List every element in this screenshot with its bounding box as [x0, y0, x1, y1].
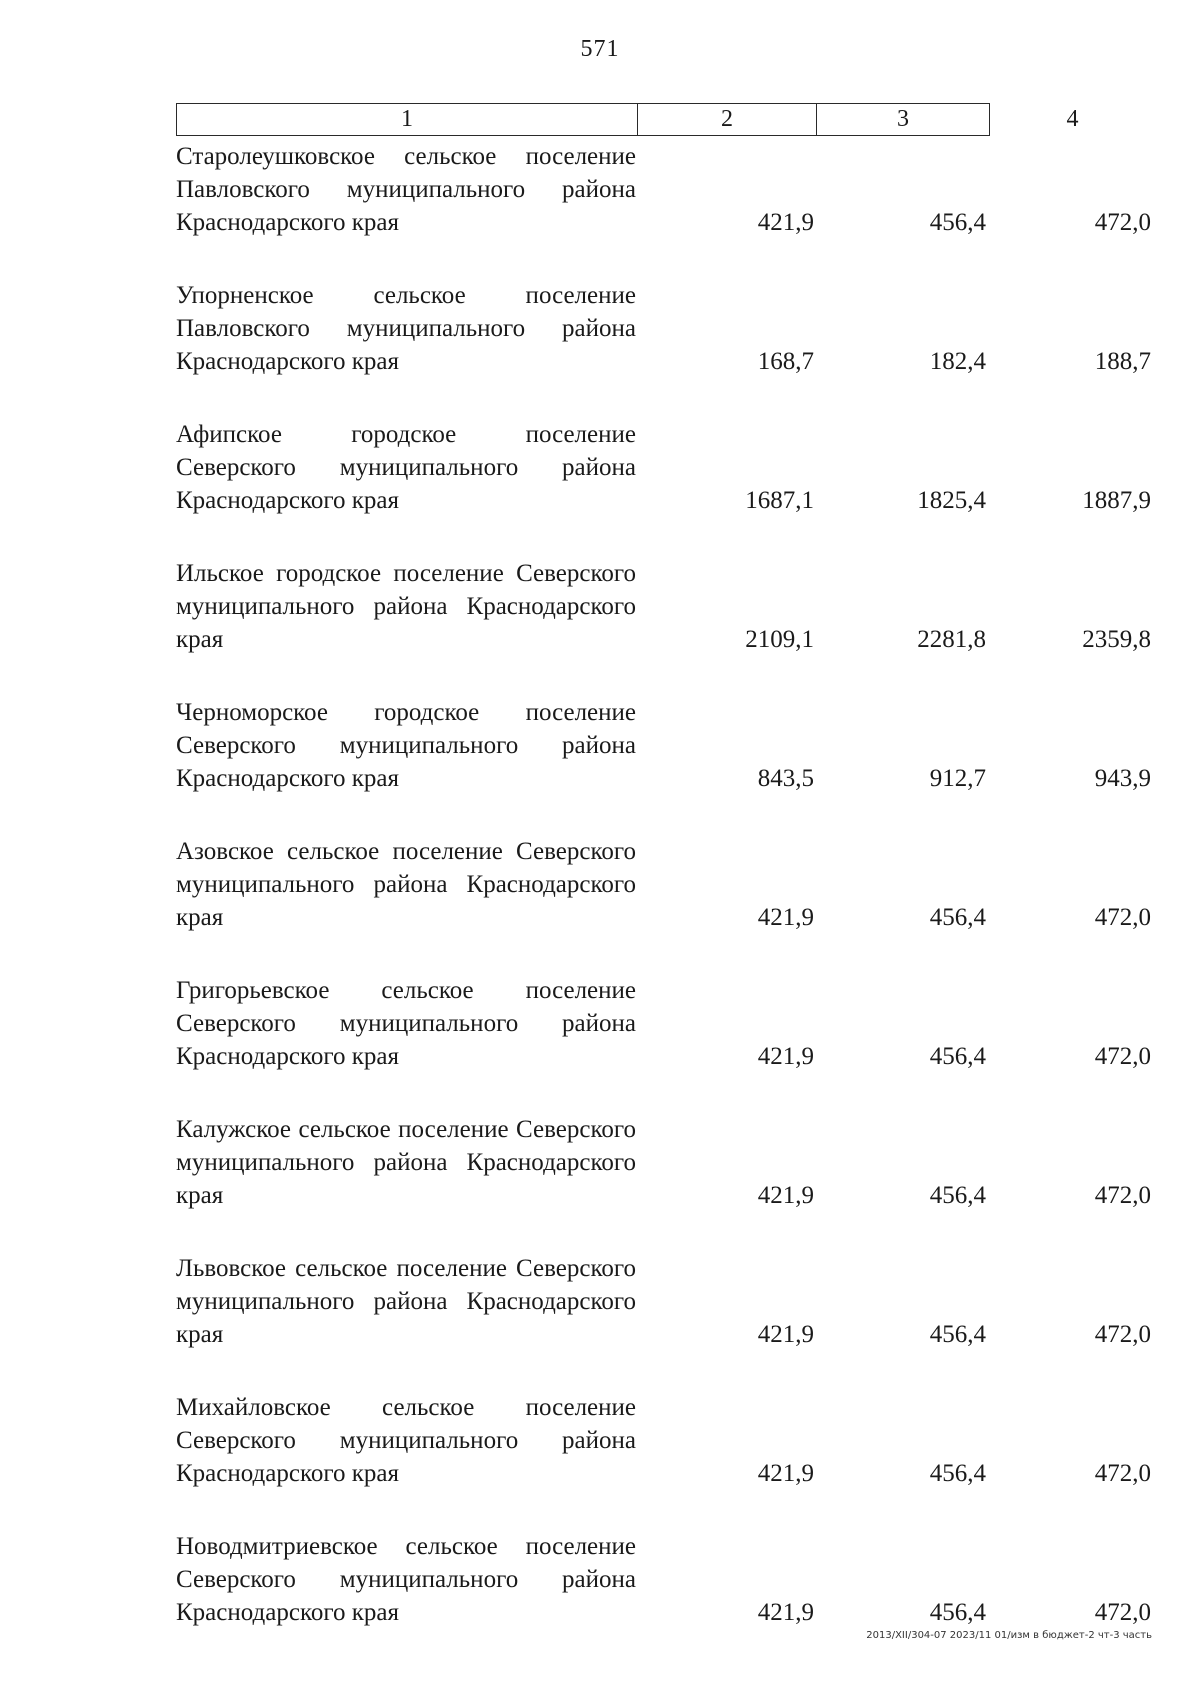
table-row: [176, 1113, 1151, 1212]
settlement-name: Афипское городское поселение Северского муниципального района Краснодарского края: [176, 421, 636, 514]
value-col-4: 472,0: [1094, 209, 1151, 236]
value-col-2: 1687,1: [745, 487, 814, 514]
settlement-name: Старолеушковское сельское поселение Павловского муниципального района Краснодарского края: [176, 143, 636, 236]
table-row: [176, 279, 1151, 378]
value-col-3: 456,4: [929, 209, 986, 236]
settlement-name: Черноморское городское поселение Северского муниципального района Краснодарского края: [176, 699, 636, 792]
value-col-2: 421,9: [757, 1460, 814, 1487]
budget-table-body: [176, 140, 1151, 1669]
table-row: [176, 557, 1151, 656]
table-row: [176, 1391, 1151, 1490]
table-row: [176, 696, 1151, 795]
header-col-1: 1: [177, 104, 638, 136]
settlement-name: Михайловское сельское поселение Северского муниципального района Краснодарского края: [176, 1394, 636, 1487]
value-col-3: 456,4: [929, 1043, 986, 1070]
settlement-name: Азовское сельское поселение Северского муниципального района Краснодарского края: [176, 838, 636, 931]
value-col-4: 472,0: [1094, 1599, 1151, 1626]
value-col-2: 421,9: [757, 1321, 814, 1348]
value-col-2: 421,9: [757, 1182, 814, 1209]
value-col-4: 472,0: [1094, 904, 1151, 931]
settlement-name: Григорьевское сельское поселение Северского муниципального района Краснодарского края: [176, 977, 636, 1070]
value-col-2: 421,9: [757, 904, 814, 931]
value-col-3: 182,4: [929, 348, 986, 375]
header-col-4: 4: [990, 104, 1156, 136]
footer-file-path: 2013/XII/304-07 2023/11 01/изм в бюджет-2 чт-3 часть: [866, 1630, 1152, 1641]
value-col-4: 943,9: [1094, 765, 1151, 792]
value-col-3: 456,4: [929, 904, 986, 931]
value-col-3: 2281,8: [917, 626, 986, 653]
value-col-2: 421,9: [757, 209, 814, 236]
value-col-2: 168,7: [757, 348, 814, 375]
value-col-2: 421,9: [757, 1043, 814, 1070]
table-row: [176, 140, 1151, 239]
table-row: [176, 418, 1151, 517]
value-col-4: 472,0: [1094, 1182, 1151, 1209]
table-row: [176, 1530, 1151, 1629]
table-row: [176, 835, 1151, 934]
value-col-3: 456,4: [929, 1182, 986, 1209]
value-col-4: 1887,9: [1082, 487, 1151, 514]
page-number: 571: [580, 36, 620, 62]
settlement-name: Львовское сельское поселение Северского муниципального района Краснодарского края: [176, 1255, 636, 1348]
header-col-2: 2: [638, 104, 817, 136]
table-row: [176, 1252, 1151, 1351]
value-col-4: 472,0: [1094, 1321, 1151, 1348]
value-col-2: 421,9: [757, 1599, 814, 1626]
value-col-2: 2109,1: [745, 626, 814, 653]
value-col-4: 2359,8: [1082, 626, 1151, 653]
value-col-2: 843,5: [757, 765, 814, 792]
value-col-4: 472,0: [1094, 1043, 1151, 1070]
value-col-3: 912,7: [929, 765, 986, 792]
settlement-name: Новодмитриевское сельское поселение Северского муниципального района Краснодарского края: [176, 1533, 636, 1626]
settlement-name: Ильское городское поселение Северского муниципального района Краснодарского края: [176, 560, 636, 653]
value-col-3: 456,4: [929, 1321, 986, 1348]
value-col-3: 1825,4: [917, 487, 986, 514]
settlement-name: Калужское сельское поселение Северского муниципального района Краснодарского края: [176, 1116, 636, 1209]
value-col-4: 188,7: [1094, 348, 1151, 375]
table-row: [176, 974, 1151, 1073]
value-col-3: 456,4: [929, 1599, 986, 1626]
value-col-4: 472,0: [1094, 1460, 1151, 1487]
header-col-3: 3: [817, 104, 990, 136]
column-header-table: [176, 103, 1155, 136]
settlement-name: Упорненское сельское поселение Павловского муниципального района Краснодарского края: [176, 282, 636, 375]
value-col-3: 456,4: [929, 1460, 986, 1487]
